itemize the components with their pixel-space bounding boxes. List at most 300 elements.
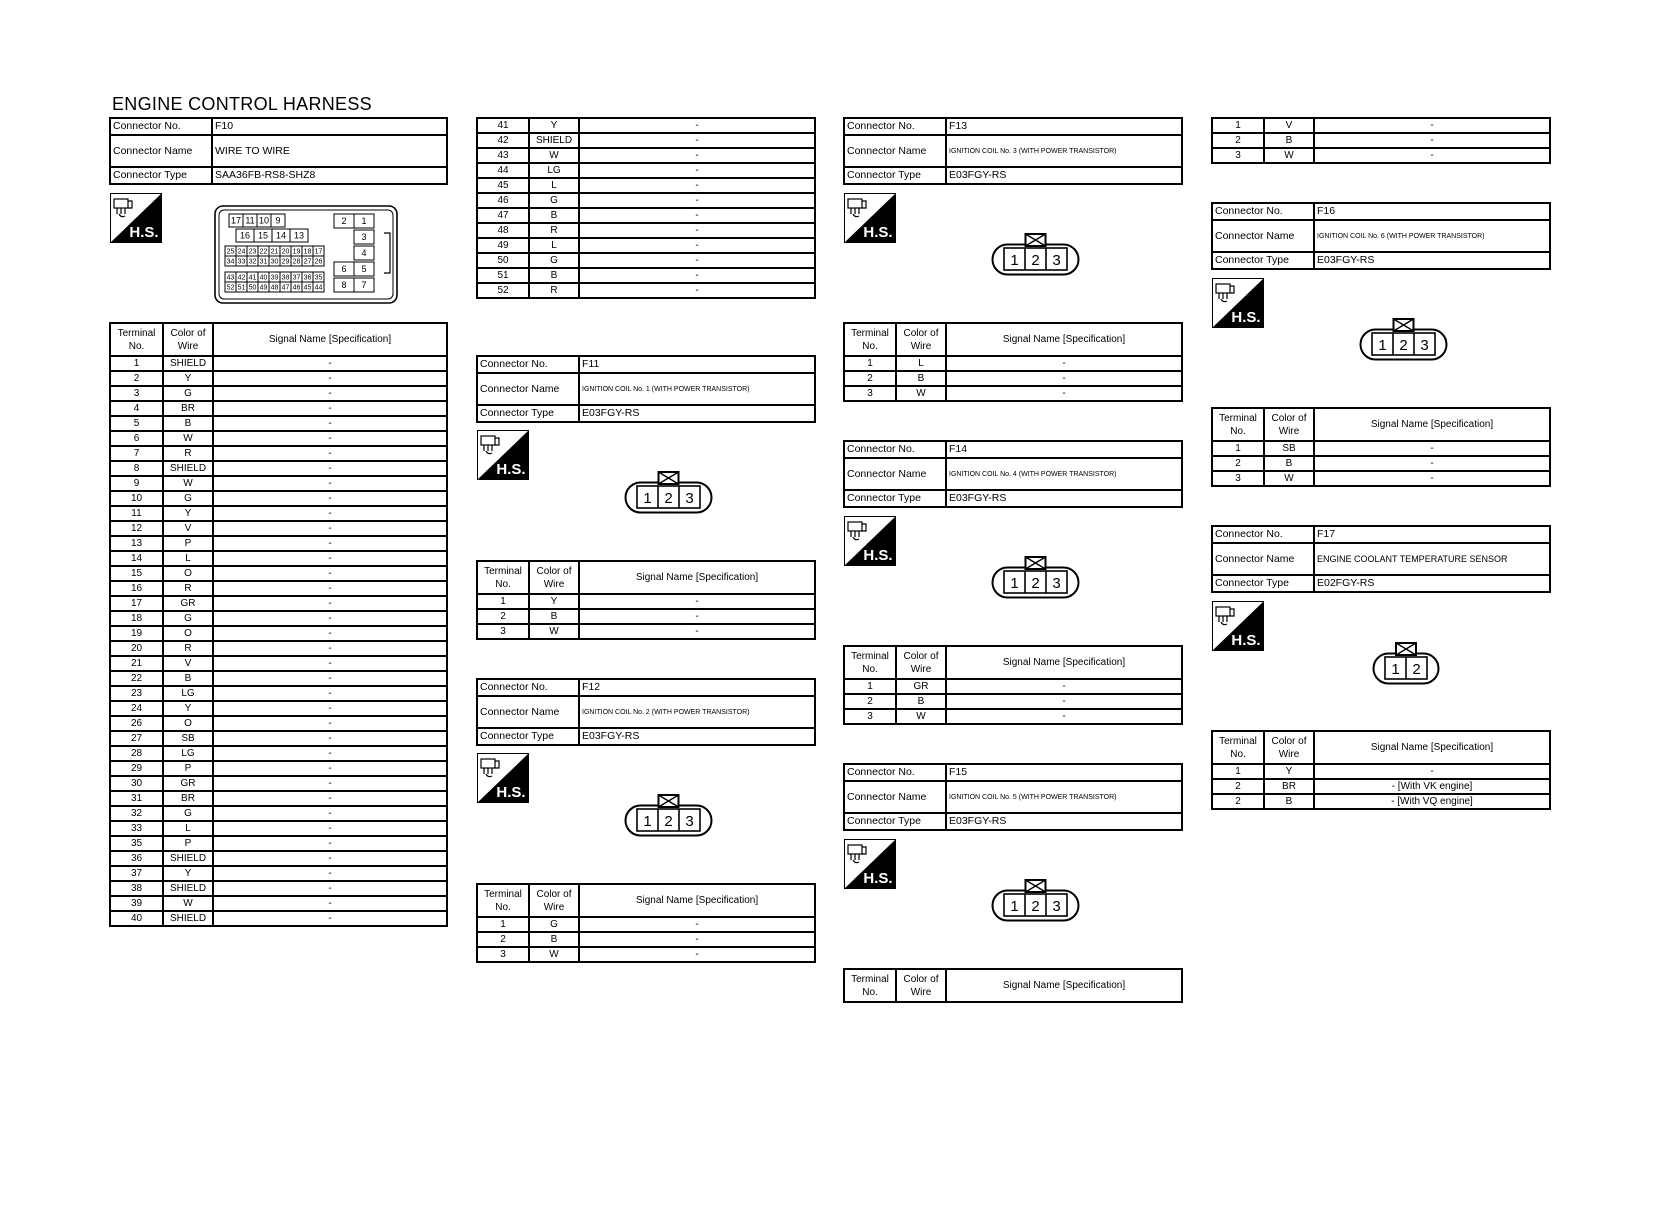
table-row <box>1212 133 1550 148</box>
connector-type-label: Connector Type <box>477 728 579 745</box>
color-cell: SHIELD <box>163 851 213 866</box>
harness-side-icon <box>1212 601 1264 651</box>
table-row <box>1212 456 1550 471</box>
pin-label: 26 <box>314 258 323 266</box>
signal-cell: - <box>213 881 447 896</box>
pin-label: 14 <box>275 230 287 241</box>
color-cell: R <box>529 283 579 298</box>
color-cell: L <box>163 551 213 566</box>
connector-no-value: F13 <box>946 118 1182 135</box>
signal-cell: - <box>579 163 815 178</box>
hs-label: H.S. <box>1231 309 1261 326</box>
pin-label: 22 <box>259 248 268 256</box>
terminal-cell: 49 <box>477 238 529 253</box>
terminal-cell: 16 <box>110 581 163 596</box>
pin-label: 3 <box>1420 337 1429 354</box>
hs-label: H.S. <box>1231 632 1261 649</box>
terminal-cell: 2 <box>477 609 529 624</box>
terminal-cell: 14 <box>110 551 163 566</box>
color-cell: B <box>896 694 946 709</box>
color-cell: W <box>896 386 946 401</box>
connector-type-value: E03FGY-RS <box>946 167 1182 184</box>
color-cell: B <box>896 371 946 386</box>
table-row <box>477 947 815 962</box>
signal-cell: - <box>579 208 815 223</box>
connector-no-value: F14 <box>946 441 1182 458</box>
signal-cell: - <box>213 746 447 761</box>
terminal-cell: 36 <box>110 851 163 866</box>
f10-terminal-table <box>109 322 448 927</box>
f17-info <box>1211 525 1551 593</box>
connector-name-value: IGNITION COIL No. 1 (WITH POWER TRANSISTOR) <box>579 373 815 405</box>
signal-cell: - <box>579 947 815 962</box>
table-row <box>477 917 815 932</box>
table-row <box>844 371 1182 386</box>
pin-label: 35 <box>314 274 323 282</box>
terminal-cell: 10 <box>110 491 163 506</box>
connector-no-label: Connector No. <box>477 356 579 373</box>
f12-connector-diagram <box>624 793 713 837</box>
pin-label: 3 <box>1052 898 1061 915</box>
connector-type-value: E03FGY-RS <box>946 813 1182 830</box>
terminal-cell: 31 <box>110 791 163 806</box>
connector-name-value: IGNITION COIL No. 4 (WITH POWER TRANSISTOR) <box>946 458 1182 490</box>
signal-cell: - <box>213 551 447 566</box>
pin-label: 6 <box>341 264 347 275</box>
terminal-cell: 1 <box>110 356 163 371</box>
table-row <box>110 866 447 881</box>
terminal-cell: 42 <box>477 133 529 148</box>
color-cell: B <box>529 609 579 624</box>
table-row <box>110 761 447 776</box>
signal-cell: - <box>1314 764 1550 779</box>
connector-type-label: Connector Type <box>477 405 579 422</box>
table-row <box>477 148 815 163</box>
pin-label: 16 <box>239 230 251 241</box>
color-cell: LG <box>163 686 213 701</box>
signal-header: Signal Name [Specification] <box>946 969 1182 1002</box>
signal-cell: - <box>213 356 447 371</box>
pin-label: 2 <box>664 490 673 507</box>
harness-side-icon <box>844 193 896 243</box>
color-cell: Y <box>163 701 213 716</box>
table-row <box>1212 794 1550 809</box>
table-row <box>1212 148 1550 163</box>
color-cell: O <box>163 566 213 581</box>
color-cell: SHIELD <box>529 133 579 148</box>
connector-no-label: Connector No. <box>1212 526 1314 543</box>
connector-no-value: F17 <box>1314 526 1550 543</box>
table-row <box>1212 779 1550 794</box>
terminal-cell: 1 <box>844 679 896 694</box>
connector-name-label: Connector Name <box>477 373 579 405</box>
table-row <box>110 521 447 536</box>
terminal-cell: 8 <box>110 461 163 476</box>
pin-label: 50 <box>248 284 257 292</box>
color-cell: R <box>529 223 579 238</box>
hs-label: H.S. <box>863 547 893 564</box>
signal-cell: - <box>213 641 447 656</box>
terminal-cell: 12 <box>110 521 163 536</box>
pin-label: 36 <box>303 274 312 282</box>
connector-type-label: Connector Type <box>1212 575 1314 592</box>
terminal-cell: 17 <box>110 596 163 611</box>
pin-label: 3 <box>1052 575 1061 592</box>
table-row <box>110 701 447 716</box>
color-cell: L <box>163 821 213 836</box>
table-row <box>844 386 1182 401</box>
color-cell: G <box>163 491 213 506</box>
color-header: Color of Wire <box>529 884 579 917</box>
table-row <box>477 133 815 148</box>
terminal-cell: 28 <box>110 746 163 761</box>
table-row <box>1212 118 1550 133</box>
table-row <box>110 536 447 551</box>
table-row <box>477 163 815 178</box>
signal-header: Signal Name [Specification] <box>579 884 815 917</box>
harness-side-icon <box>477 753 529 803</box>
table-row <box>110 386 447 401</box>
f15-terminal-table-cont <box>1211 117 1551 164</box>
pin-label: 31 <box>259 258 268 266</box>
terminal-cell: 33 <box>110 821 163 836</box>
connector-type-value: E03FGY-RS <box>1314 252 1550 269</box>
signal-cell: - <box>213 656 447 671</box>
table-row <box>110 551 447 566</box>
signal-cell: - <box>213 821 447 836</box>
connector-name-value: WIRE TO WIRE <box>212 135 447 167</box>
connector-name-label: Connector Name <box>1212 543 1314 575</box>
terminal-cell: 46 <box>477 193 529 208</box>
color-cell: Y <box>163 371 213 386</box>
signal-cell: - <box>213 701 447 716</box>
signal-cell: - <box>579 253 815 268</box>
color-cell: P <box>163 761 213 776</box>
color-cell: B <box>529 268 579 283</box>
connector-type-value: E03FGY-RS <box>579 405 815 422</box>
pin-label: 49 <box>259 284 268 292</box>
color-cell: GR <box>896 679 946 694</box>
terminal-cell: 6 <box>110 431 163 446</box>
pin-label: 52 <box>226 284 235 292</box>
signal-cell: - <box>213 806 447 821</box>
pin-label: 24 <box>237 248 246 256</box>
signal-cell: - <box>579 268 815 283</box>
terminal-cell: 18 <box>110 611 163 626</box>
pin-label: 1 <box>643 813 652 830</box>
pin-label: 17 <box>230 215 242 226</box>
pin-label: 5 <box>361 264 367 275</box>
signal-cell: - <box>579 594 815 609</box>
signal-cell: - <box>213 626 447 641</box>
color-cell: G <box>529 193 579 208</box>
connector-type-value: SAA36FB-RS8-SHZ8 <box>212 167 447 184</box>
color-cell: Y <box>529 594 579 609</box>
harness-side-icon <box>844 516 896 566</box>
signal-cell: - <box>213 401 447 416</box>
connector-no-label: Connector No. <box>110 118 212 135</box>
connector-name-label: Connector Name <box>110 135 212 167</box>
table-row <box>110 896 447 911</box>
page-title: ENGINE CONTROL HARNESS <box>112 94 372 114</box>
terminal-cell: 3 <box>1212 471 1264 486</box>
table-row <box>844 694 1182 709</box>
connector-type-value: E03FGY-RS <box>579 728 815 745</box>
signal-header: Signal Name [Specification] <box>213 323 447 356</box>
signal-cell: - <box>579 133 815 148</box>
terminal-cell: 2 <box>110 371 163 386</box>
hs-label: H.S. <box>863 224 893 241</box>
terminal-cell: 2 <box>1212 779 1264 794</box>
terminal-cell: 43 <box>477 148 529 163</box>
pin-label: 46 <box>292 284 301 292</box>
f10-connector-diagram <box>214 205 398 305</box>
terminal-cell: 41 <box>477 118 529 133</box>
signal-cell: - [With VK engine] <box>1314 779 1550 794</box>
color-cell: BR <box>163 791 213 806</box>
connector-name-label: Connector Name <box>844 135 946 167</box>
signal-cell: - <box>1314 471 1550 486</box>
color-cell: L <box>529 178 579 193</box>
color-cell: V <box>163 521 213 536</box>
pin-label: 1 <box>1010 575 1019 592</box>
color-cell: G <box>163 611 213 626</box>
color-cell: B <box>1264 456 1314 471</box>
terminal-cell: 45 <box>477 178 529 193</box>
connector-no-value: F11 <box>579 356 815 373</box>
f16-info <box>1211 202 1551 270</box>
terminal-cell: 1 <box>844 356 896 371</box>
color-cell: SHIELD <box>163 881 213 896</box>
signal-cell: - <box>213 671 447 686</box>
signal-cell: - <box>579 917 815 932</box>
color-cell: R <box>163 581 213 596</box>
signal-cell: - <box>213 491 447 506</box>
f14-connector-diagram <box>991 555 1080 599</box>
color-cell: R <box>163 446 213 461</box>
terminal-cell: 5 <box>110 416 163 431</box>
connector-name-label: Connector Name <box>844 458 946 490</box>
color-cell: B <box>1264 794 1314 809</box>
connector-type-label: Connector Type <box>1212 252 1314 269</box>
pin-label: 15 <box>257 230 269 241</box>
terminal-cell: 51 <box>477 268 529 283</box>
terminal-cell: 26 <box>110 716 163 731</box>
pin-label: 37 <box>292 274 301 282</box>
terminal-cell: 44 <box>477 163 529 178</box>
signal-cell: - <box>579 223 815 238</box>
table-row <box>110 671 447 686</box>
signal-cell: - [With VQ engine] <box>1314 794 1550 809</box>
hs-label: H.S. <box>496 461 526 478</box>
signal-cell: - <box>213 716 447 731</box>
table-row <box>110 446 447 461</box>
connector-no-label: Connector No. <box>844 118 946 135</box>
color-cell: W <box>529 148 579 163</box>
f14-terminal-table <box>843 645 1183 725</box>
terminal-header: Terminal No. <box>110 323 163 356</box>
pin-label: 3 <box>361 232 367 243</box>
color-cell: G <box>529 253 579 268</box>
signal-cell: - <box>1314 133 1550 148</box>
signal-cell: - <box>213 836 447 851</box>
f15-connector-diagram <box>991 878 1080 922</box>
table-row <box>844 679 1182 694</box>
table-row <box>477 624 815 639</box>
table-row <box>110 581 447 596</box>
terminal-cell: 1 <box>477 594 529 609</box>
terminal-cell: 2 <box>1212 133 1264 148</box>
color-cell: W <box>163 476 213 491</box>
signal-cell: - <box>579 932 815 947</box>
signal-cell: - <box>579 193 815 208</box>
hs-label: H.S. <box>129 224 159 241</box>
pin-label: 1 <box>643 490 652 507</box>
pin-label: 29 <box>281 258 290 266</box>
terminal-cell: 2 <box>1212 794 1264 809</box>
table-row <box>110 806 447 821</box>
color-cell: GR <box>163 596 213 611</box>
terminal-cell: 20 <box>110 641 163 656</box>
signal-cell: - <box>1314 456 1550 471</box>
pin-label: 34 <box>226 258 235 266</box>
signal-cell: - <box>213 476 447 491</box>
pin-label: 2 <box>1031 575 1040 592</box>
color-cell: BR <box>163 401 213 416</box>
table-row <box>1212 471 1550 486</box>
connector-no-value: F12 <box>579 679 815 696</box>
harness-side-icon <box>477 430 529 480</box>
pin-label: 51 <box>237 284 246 292</box>
signal-cell: - <box>946 356 1182 371</box>
harness-side-icon <box>110 193 162 243</box>
terminal-header: Terminal No. <box>1212 731 1264 764</box>
terminal-cell: 35 <box>110 836 163 851</box>
color-cell: L <box>896 356 946 371</box>
terminal-cell: 4 <box>110 401 163 416</box>
f15-info <box>843 763 1183 831</box>
table-row <box>477 208 815 223</box>
table-row <box>110 911 447 926</box>
color-cell: G <box>163 806 213 821</box>
terminal-cell: 24 <box>110 701 163 716</box>
terminal-header: Terminal No. <box>844 323 896 356</box>
table-row <box>110 776 447 791</box>
color-cell: SHIELD <box>163 911 213 926</box>
color-header: Color of Wire <box>1264 408 1314 441</box>
table-row <box>110 686 447 701</box>
pin-label: 1 <box>1010 252 1019 269</box>
connector-type-value: E02FGY-RS <box>1314 575 1550 592</box>
pin-label: 1 <box>1378 337 1387 354</box>
pin-label: 39 <box>270 274 279 282</box>
f10-terminal-table-cont <box>476 117 816 299</box>
signal-cell: - <box>579 283 815 298</box>
terminal-cell: 22 <box>110 671 163 686</box>
f17-terminal-table <box>1211 730 1551 810</box>
table-row <box>110 461 447 476</box>
pin-label: 2 <box>341 216 347 227</box>
pin-label: 2 <box>1399 337 1408 354</box>
connector-no-label: Connector No. <box>1212 203 1314 220</box>
color-header: Color of Wire <box>529 561 579 594</box>
table-row <box>110 716 447 731</box>
connector-name-value: IGNITION COIL No. 5 (WITH POWER TRANSISTOR) <box>946 781 1182 813</box>
signal-header: Signal Name [Specification] <box>946 646 1182 679</box>
terminal-cell: 37 <box>110 866 163 881</box>
hs-label: H.S. <box>863 870 893 887</box>
connector-name-label: Connector Name <box>844 781 946 813</box>
terminal-cell: 7 <box>110 446 163 461</box>
terminal-header: Terminal No. <box>844 646 896 679</box>
f14-info <box>843 440 1183 508</box>
table-row <box>110 611 447 626</box>
table-row <box>110 356 447 371</box>
table-row <box>477 932 815 947</box>
terminal-cell: 27 <box>110 731 163 746</box>
signal-cell: - <box>579 118 815 133</box>
f11-terminal-table <box>476 560 816 640</box>
signal-cell: - <box>213 506 447 521</box>
signal-cell: - <box>213 911 447 926</box>
terminal-cell: 3 <box>844 386 896 401</box>
connector-no-label: Connector No. <box>844 764 946 781</box>
pin-label: 30 <box>270 258 279 266</box>
pin-label: 7 <box>361 280 367 291</box>
signal-cell: - <box>213 446 447 461</box>
color-cell: SB <box>1264 441 1314 456</box>
table-row <box>110 881 447 896</box>
pin-label: 47 <box>281 284 290 292</box>
signal-cell: - <box>1314 148 1550 163</box>
terminal-cell: 2 <box>844 371 896 386</box>
table-row <box>477 193 815 208</box>
color-cell: R <box>163 641 213 656</box>
connector-no-value: F15 <box>946 764 1182 781</box>
signal-cell: - <box>213 596 447 611</box>
signal-cell: - <box>946 371 1182 386</box>
table-row <box>110 641 447 656</box>
terminal-cell: 52 <box>477 283 529 298</box>
signal-cell: - <box>213 761 447 776</box>
signal-cell: - <box>579 238 815 253</box>
terminal-cell: 1 <box>1212 441 1264 456</box>
color-cell: BR <box>1264 779 1314 794</box>
color-header: Color of Wire <box>163 323 213 356</box>
terminal-header: Terminal No. <box>1212 408 1264 441</box>
connector-type-label: Connector Type <box>844 490 946 507</box>
color-cell: O <box>163 716 213 731</box>
color-header: Color of Wire <box>896 969 946 1002</box>
color-header: Color of Wire <box>896 323 946 356</box>
color-cell: O <box>163 626 213 641</box>
harness-side-icon <box>1212 278 1264 328</box>
connector-name-value: IGNITION COIL No. 3 (WITH POWER TRANSISTOR) <box>946 135 1182 167</box>
pin-label: 42 <box>237 274 246 282</box>
pin-label: 8 <box>341 280 347 291</box>
signal-cell: - <box>1314 441 1550 456</box>
connector-type-label: Connector Type <box>844 167 946 184</box>
signal-cell: - <box>213 536 447 551</box>
signal-cell: - <box>213 791 447 806</box>
table-row <box>110 731 447 746</box>
pin-label: 1 <box>1391 661 1400 678</box>
signal-header: Signal Name [Specification] <box>1314 408 1550 441</box>
color-cell: B <box>1264 133 1314 148</box>
pin-label: 17 <box>314 248 323 256</box>
terminal-cell: 48 <box>477 223 529 238</box>
f11-info <box>476 355 816 423</box>
